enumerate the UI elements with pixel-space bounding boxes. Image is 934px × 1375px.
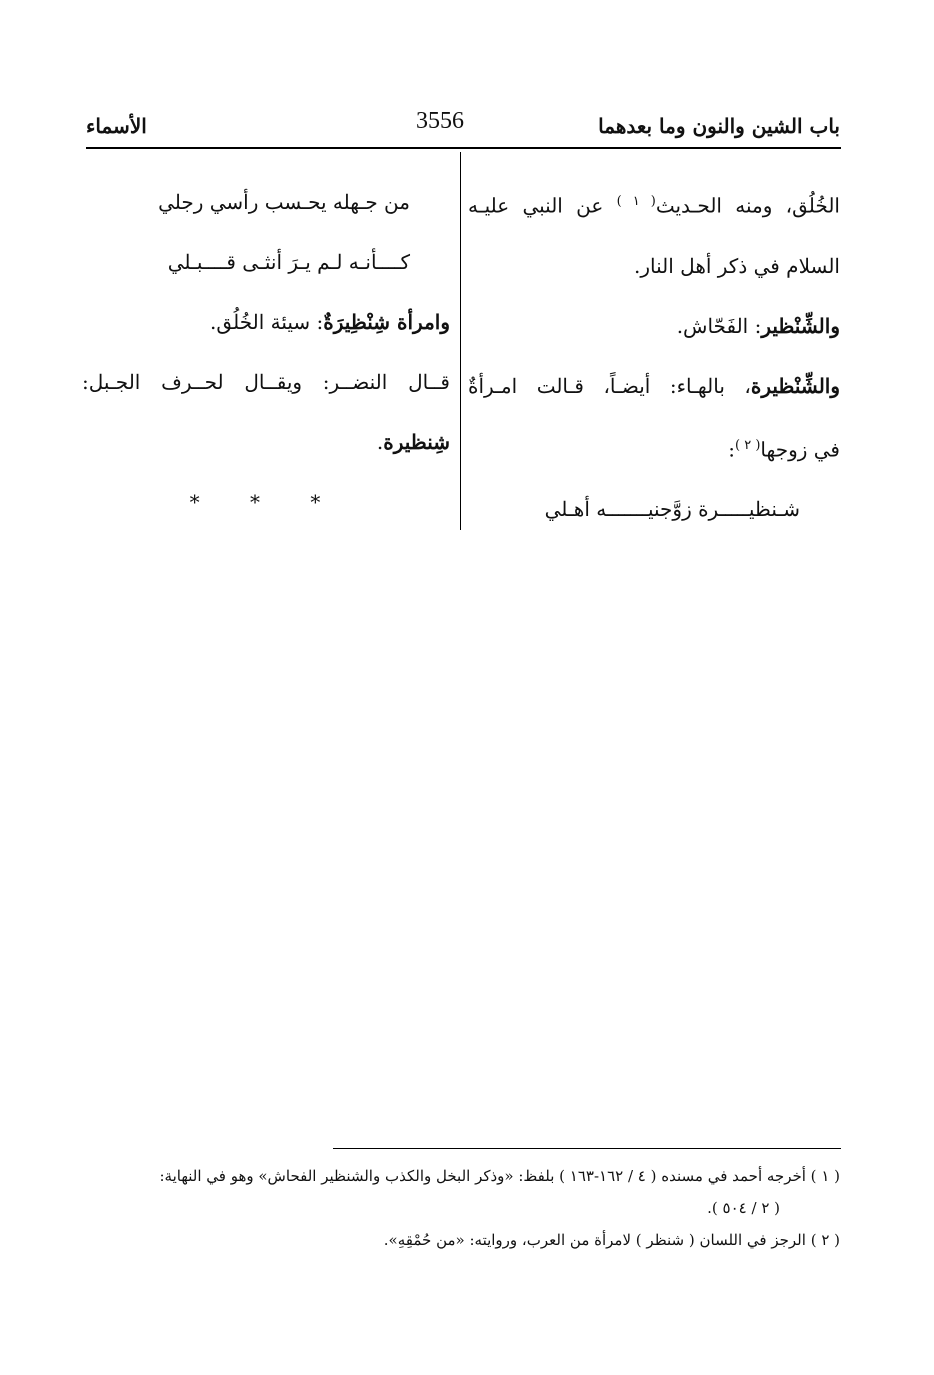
section-title: الأسماء	[86, 114, 147, 138]
text-line	[468, 356, 840, 416]
verse-line: شـنظيـــــرة زوَّجنيـــــــه أهـلي	[544, 497, 800, 522]
verse-line: من جـهله يحـسب رأسي رجلي	[158, 190, 410, 214]
headword: شِنظيرة	[383, 430, 450, 454]
footnote-1: ( ١ ) أخرجه أحمد في مسنده ( ٤ / ١٦٢-١٦٣ ) بلفظ: «وذكر البخل والكذب والشنظير الفحاش» وهو في النهاية:	[159, 1167, 840, 1185]
chapter-title: باب الشين والنون وما بعدهما	[598, 114, 840, 138]
left-column	[82, 172, 450, 532]
footnote-1-continued: ( ٢ / ٥٠٤ ).	[707, 1199, 780, 1217]
text-span: عن النبي عليـه	[468, 193, 617, 218]
footnote-ref-1: ( ١ )	[616, 194, 656, 209]
text-line	[468, 172, 840, 236]
text-span: الخُلُق، ومنه الحـديث	[655, 193, 840, 218]
text-line	[82, 412, 450, 472]
header-rule	[86, 147, 841, 149]
text-line	[468, 416, 840, 480]
footnote-2: ( ٢ ) الرجز في اللسان ( شنظر ) لامرأة من العرب، وروايته: «من حُمْقِهِ».	[383, 1231, 840, 1249]
right-column	[468, 172, 840, 539]
text-line: قــال النضــر: ويقــال لحــرف الجـبل:	[82, 370, 450, 394]
text-span: :	[728, 437, 735, 462]
headword: والشِّنْظير	[761, 313, 840, 338]
column-divider	[460, 152, 461, 530]
verse-line: كــــأنـه لـم يـرَ أنثـى قــــبـلي	[167, 250, 410, 274]
section-end-stars: * * *	[189, 490, 343, 514]
text-span: في زوجها	[760, 437, 840, 462]
footnote-ref-2: ( ٢ )	[734, 437, 761, 453]
footnotes	[84, 1160, 840, 1256]
definition: ، بالهـاء: أيضـاً، قـالت امـرأةٌ	[468, 373, 751, 398]
page-number: 3556	[416, 108, 464, 134]
text-span: .	[376, 430, 384, 454]
definition: : الفَحّاش.	[676, 313, 762, 338]
text-line: السلام في ذكر أهل النار.	[634, 253, 840, 278]
headword: والشِّنْظيرة	[750, 373, 840, 398]
headword: وامرأة شِنْظِيرَةٌ	[323, 310, 450, 334]
text-line	[468, 296, 840, 356]
definition: : سيئة الخُلُق.	[210, 310, 324, 334]
page-header	[86, 108, 840, 148]
footnote-rule	[333, 1148, 841, 1149]
text-line	[82, 292, 450, 352]
